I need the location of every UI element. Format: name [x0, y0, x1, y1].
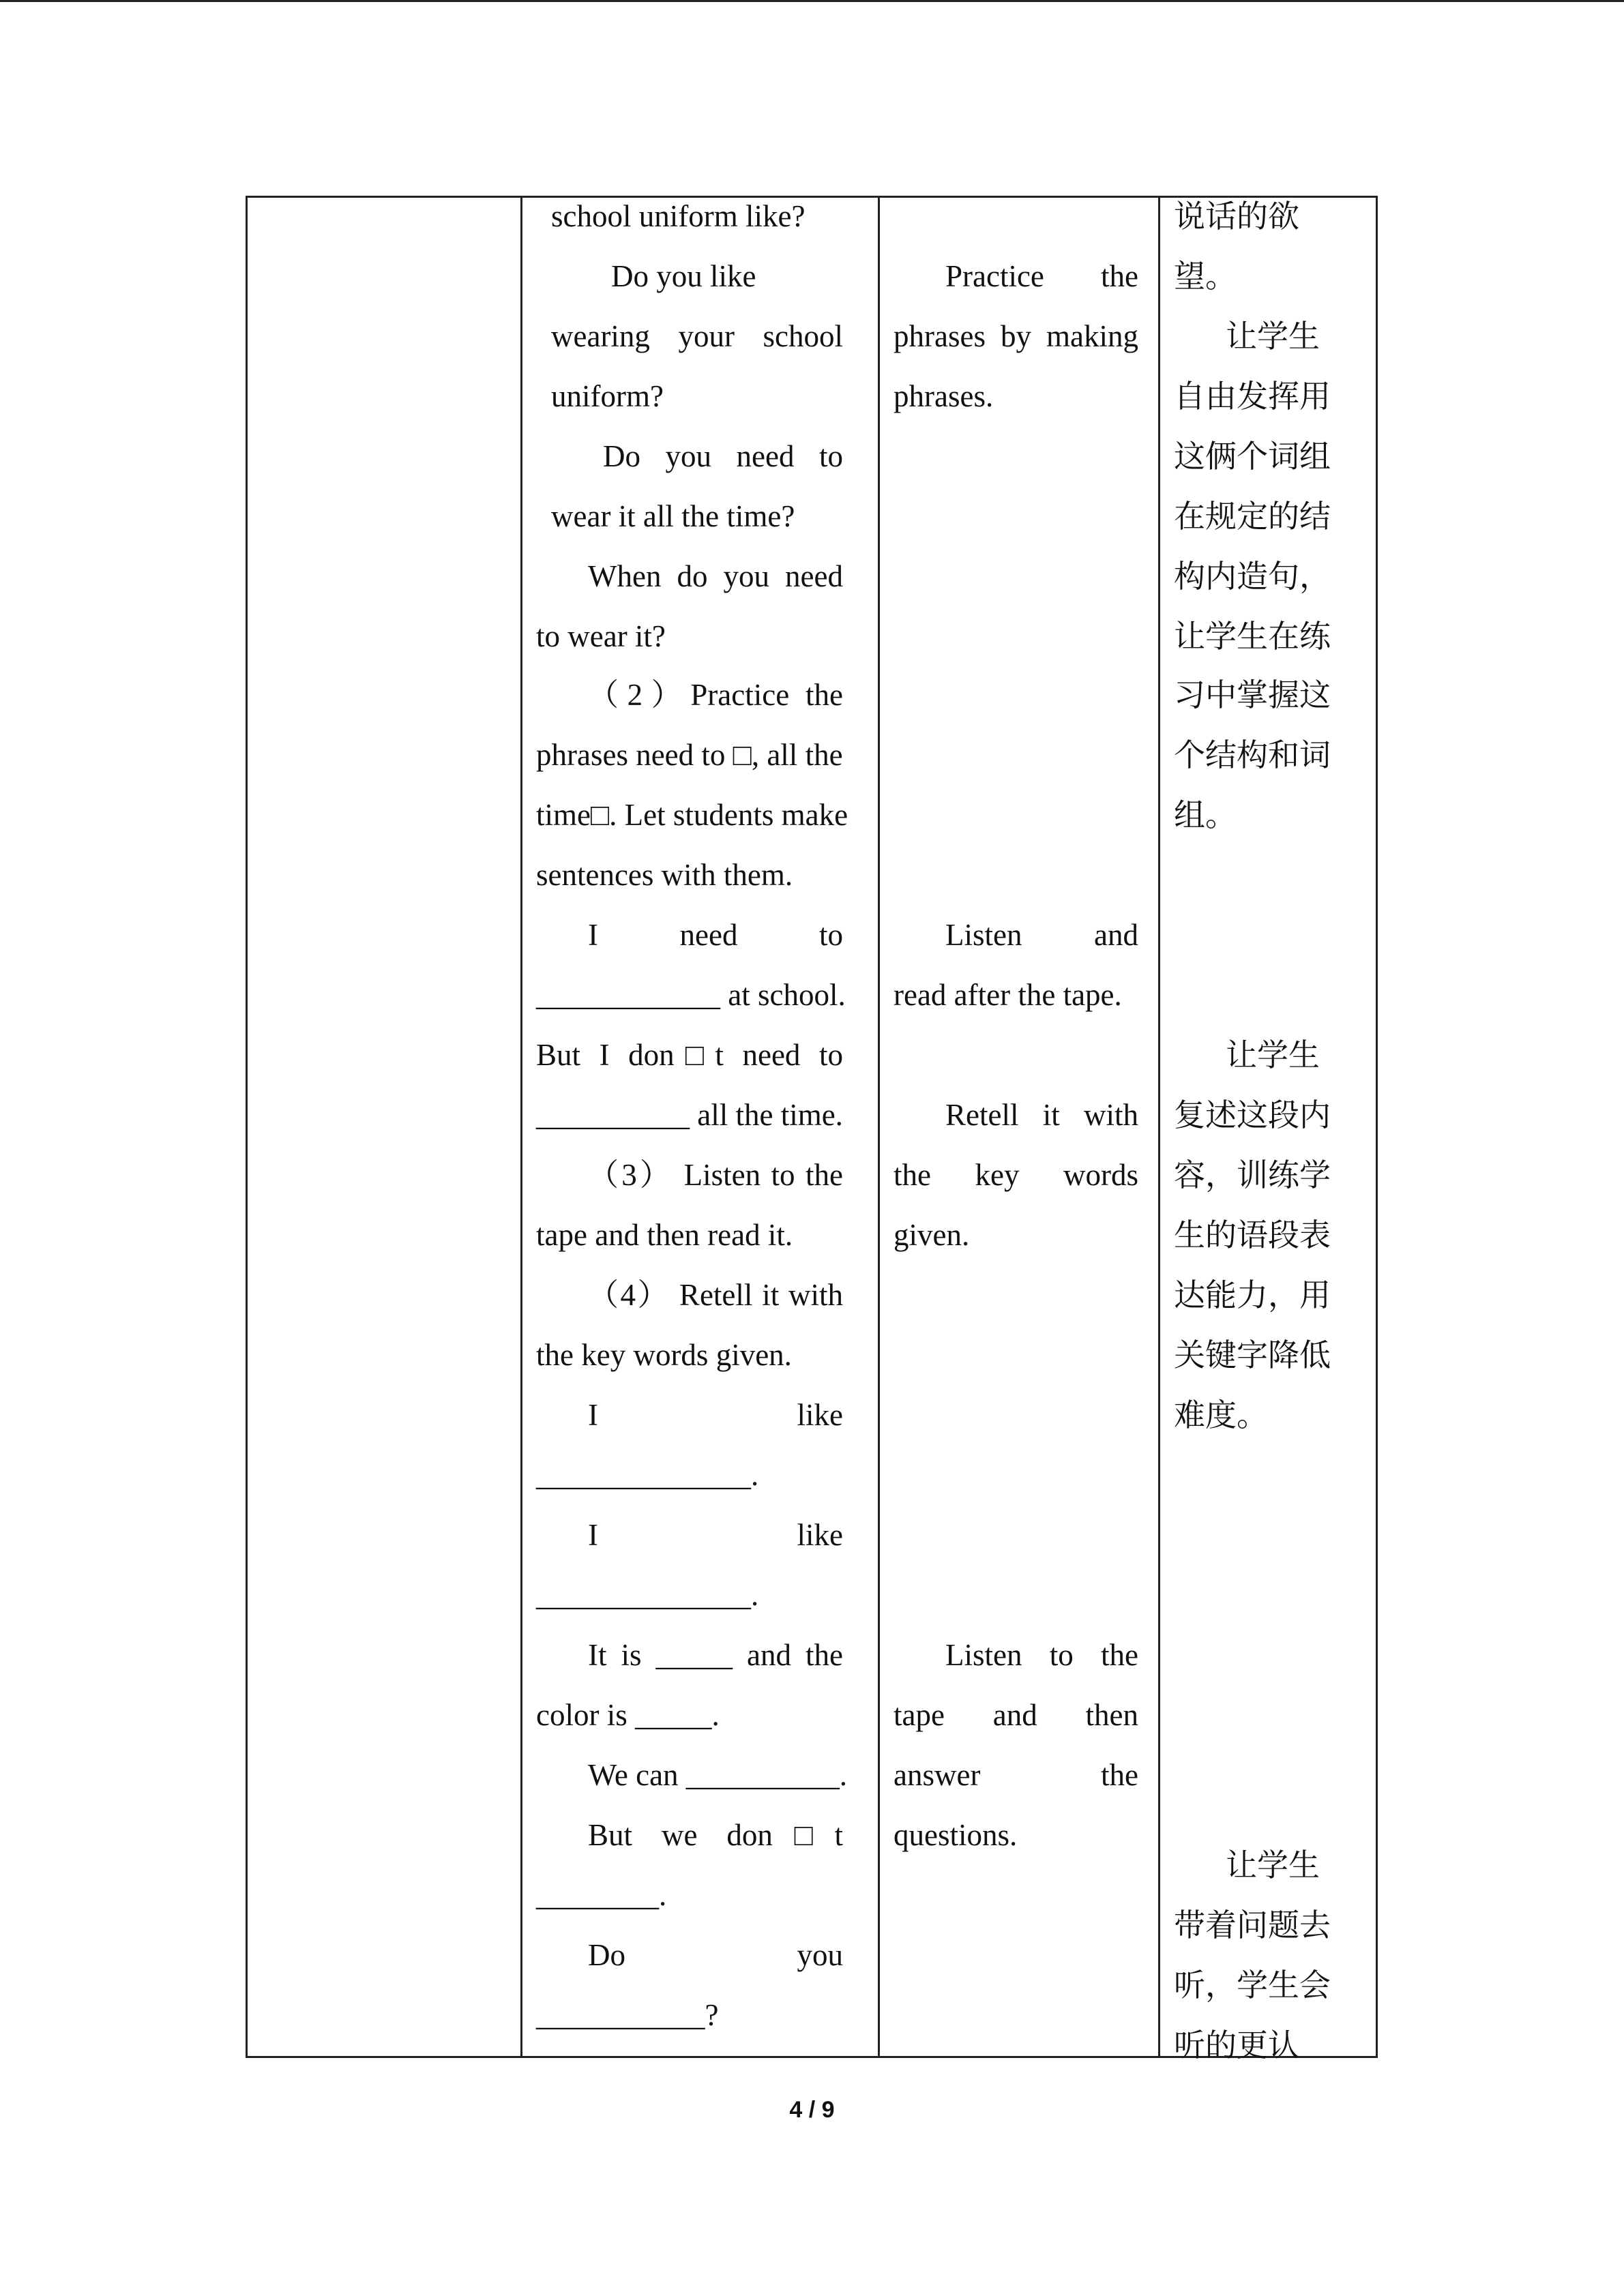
text-line: uniform?	[551, 379, 664, 413]
text-line: 生的语段表	[1174, 1217, 1331, 1253]
text-line: phrases by making	[894, 319, 1138, 353]
text-line: Practice the	[945, 259, 1138, 293]
text-line: 达能力，用	[1174, 1277, 1331, 1313]
column-stage	[248, 198, 520, 2056]
text-line: Retell it with	[945, 1098, 1138, 1132]
text-line: wearing your school	[551, 319, 843, 353]
text-line: （4） Retell it with	[588, 1278, 843, 1312]
text-line: 难度。	[1174, 1397, 1268, 1433]
text-line: Do you like	[611, 259, 756, 293]
text-line: 说话的欲	[1174, 198, 1299, 235]
text-line: But I don□t need to	[536, 1038, 843, 1072]
text-line: 这俩个词组	[1174, 438, 1331, 475]
text-line: 构内造句，	[1174, 558, 1331, 595]
text-line: 让学生	[1226, 1847, 1320, 1883]
text-line: 组。	[1174, 796, 1237, 833]
text-line: ___________?	[536, 1998, 719, 2032]
text-line: 在规定的结	[1174, 498, 1331, 535]
text-line: 复述这段内	[1174, 1097, 1331, 1133]
text-line: 自由发挥用	[1174, 378, 1331, 415]
column-teacher-activities	[522, 198, 878, 2056]
text-line: 习中掌握这	[1174, 676, 1331, 713]
text-line: answer the	[894, 1758, 1138, 1792]
text-line: tape and then read it.	[536, 1218, 793, 1252]
text-line: ________.	[536, 1878, 667, 1912]
text-line: color is _____.	[536, 1698, 720, 1732]
text-line: Listen to the	[945, 1638, 1138, 1672]
text-line: ______________.	[536, 1578, 759, 1612]
text-line: When do you need	[588, 559, 843, 593]
text-line: But we don□t	[588, 1818, 843, 1852]
text-line: It is _____ and the	[588, 1638, 843, 1672]
text-line: given.	[894, 1218, 970, 1252]
text-line: school uniform like?	[551, 199, 806, 233]
text-line: Do you	[588, 1938, 843, 1972]
text-line: 听，学生会	[1174, 1967, 1331, 2003]
column-student-activities	[880, 198, 1158, 2056]
text-line: the key words	[894, 1158, 1138, 1192]
text-line: 听的更认	[1174, 2027, 1299, 2063]
text-line: time□. Let students make	[536, 798, 848, 832]
text-line: 个结构和词	[1174, 736, 1331, 773]
text-line: phrases need to □, all the	[536, 738, 843, 772]
text-line: sentences with them.	[536, 858, 793, 892]
text-line: 让学生在练	[1174, 618, 1331, 655]
column-design-intent	[1160, 198, 1378, 2063]
text-line: 让学生	[1226, 318, 1320, 355]
text-line: I like	[588, 1518, 843, 1552]
text-line: I like	[588, 1398, 843, 1432]
text-line: ______________.	[536, 1458, 759, 1492]
top-border-line	[0, 0, 1624, 2]
text-line: questions.	[894, 1818, 1018, 1852]
text-line: We can __________.	[588, 1758, 848, 1792]
text-line: 容，训练学	[1174, 1157, 1331, 1193]
text-line: __________ all the time.	[536, 1098, 843, 1132]
text-line: ____________ at school.	[536, 978, 846, 1012]
text-line: the key words given.	[536, 1338, 792, 1372]
text-line: 带着问题去	[1174, 1907, 1331, 1943]
text-line: （3） Listen to the	[588, 1158, 843, 1192]
text-line: （2）Practice the	[588, 678, 843, 712]
text-line: I need to	[588, 918, 843, 952]
text-line: to wear it?	[536, 619, 666, 653]
text-line: wear it all the time?	[551, 499, 795, 533]
text-line: 关键字降低	[1174, 1337, 1331, 1373]
text-line: 望。	[1174, 258, 1237, 295]
text-line: phrases.	[894, 379, 994, 413]
text-line: tape and then	[894, 1698, 1138, 1732]
lesson-table	[246, 196, 1378, 2063]
text-line: Listen and	[945, 918, 1138, 952]
text-line: 让学生	[1226, 1037, 1320, 1073]
text-line: read after the tape.	[894, 978, 1122, 1012]
page-number: 4 / 9	[789, 2097, 835, 2123]
text-line: Do you need to	[603, 439, 843, 473]
